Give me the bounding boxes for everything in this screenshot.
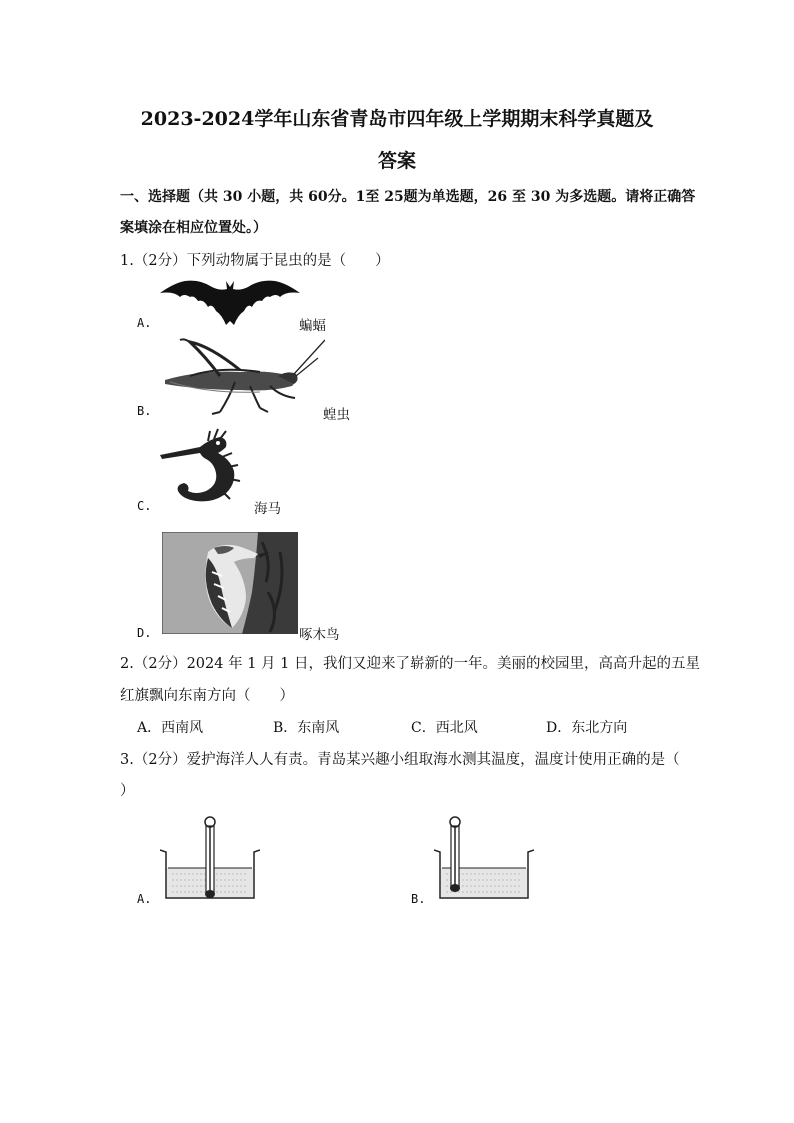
bat-image (160, 277, 300, 327)
option-a-label: 蝙蝠 (299, 318, 326, 334)
question-1 (120, 249, 390, 270)
thermometer-beaker-b (434, 808, 534, 903)
page-title-continued: 答案 (377, 150, 416, 172)
question-2 (120, 652, 700, 673)
q3-option-b-letter: B. (411, 892, 426, 906)
option-a-letter: A. (137, 316, 152, 330)
question-number: 1. (120, 253, 134, 269)
q2-option-b: B．东南风 (273, 720, 340, 736)
seahorse-image (160, 427, 260, 509)
option-c-label: 海马 (254, 501, 281, 517)
option-b-letter: B. (137, 404, 152, 418)
section-heading-continued: 案填涂在相应位置处。） (120, 220, 267, 236)
option-b-label: 蝗虫 (323, 407, 350, 423)
grasshopper-image (160, 336, 325, 416)
thermometer-beaker-a (160, 808, 260, 903)
option-c-letter: C. (137, 499, 152, 513)
question-text: （2分）爱护海洋人人有责。青岛某兴趣小组取海水测其温度，温度计使用正确的是（ (133, 752, 680, 768)
option-d-letter: D. (137, 626, 152, 640)
q2-option-c: C．西北风 (411, 720, 478, 736)
q3-option-a-letter: A. (137, 892, 152, 906)
question-3-continued: ） (120, 783, 135, 799)
question-text: （2分）2024 年 1 月 1 日，我们又迎来了崭新的一年。美丽的校园里，高高升起的五星 (133, 656, 700, 672)
question-number: 3. (120, 752, 134, 768)
section-heading: 一、选择题（共 30 小题，共 60分。1至 25题为单选题，26 至 30 为多选题。请将正确答 (120, 189, 696, 205)
page-title: 2023-2024学年山东省青岛市四年级上学期期末科学真题及 (140, 108, 654, 130)
q2-option-d: D．东北方向 (546, 720, 628, 736)
option-d-label: 啄木鸟 (299, 627, 340, 643)
question-3 (120, 748, 680, 769)
question-text: （2分）下列动物属于昆虫的是（ ） (133, 253, 390, 269)
question-number: 2. (120, 656, 134, 672)
woodpecker-image (162, 532, 298, 634)
q2-option-a: A．西南风 (137, 720, 204, 736)
question-2-continued: 红旗飘向东南方向（ ） (120, 688, 294, 704)
